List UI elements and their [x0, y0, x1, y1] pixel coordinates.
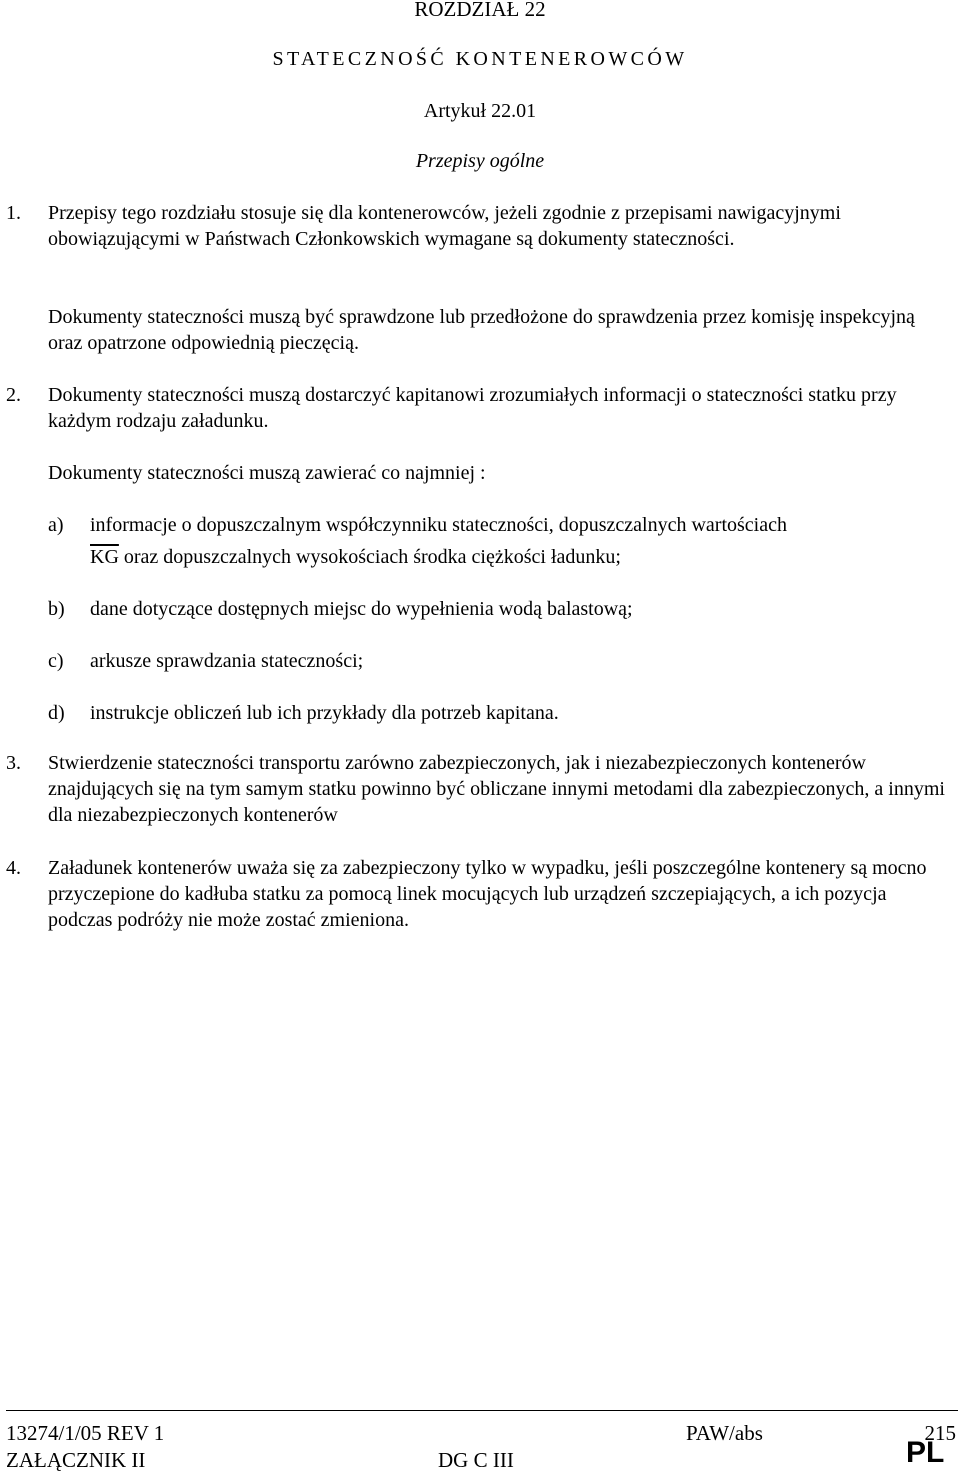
section-number: 4.	[6, 857, 21, 879]
section-text: Stwierdzenie stateczności transportu zarówno zabezpieczonych, jak i niezabezpieczonych kontenerów znajdujących się na tym samym statku powinno być obliczane innymi metodami dla zabezpieczonych, a innymi dla niezabezpieczonych kontenerów	[48, 752, 945, 826]
footer-divider	[6, 1410, 958, 1411]
list-item: arkusze sprawdzania stateczności;	[90, 650, 364, 672]
section-number: 1.	[6, 202, 21, 224]
annex-label: ZAŁĄCZNIK II	[6, 1448, 146, 1472]
chapter-title: STATECZNOŚĆ KONTENEROWCÓW	[272, 48, 688, 70]
list-item: dane dotyczące dostępnych miejsc do wypełnienia wodą balastową;	[90, 598, 633, 620]
list-item-text: oraz dopuszczalnych wysokościach środka ciężkości ładunku;	[118, 546, 621, 568]
list-item-label: c)	[48, 650, 64, 672]
chapter-heading: ROZDZIAŁ 22	[414, 0, 546, 21]
author-initials: PAW/abs	[686, 1421, 763, 1445]
list-item: instrukcje obliczeń lub ich przykłady dla potrzeb kapitana.	[90, 702, 559, 724]
section-text: Załadunek kontenerów uważa się za zabezpieczony tylko w wypadku, jeśli poszczególne kontenery są mocno przyczepione do kadłuba statku za pomocą linek mocujących lub urządzeń szczepiających, a ich pozycja podczas podróży nie może zostać zmieniona.	[48, 857, 927, 931]
page-number: 215	[924, 1421, 956, 1445]
list-item	[90, 512, 950, 570]
section-continuation: Dokumenty stateczności muszą zawierać co najmniej :	[48, 462, 486, 484]
list-item-label: a)	[48, 514, 64, 536]
list-item-label: b)	[48, 598, 65, 620]
article-subheading: Przepisy ogólne	[415, 150, 545, 172]
list-item-text: informacje o dopuszczalnym współczynniku stateczności, dopuszczalnych wartościach	[90, 514, 787, 536]
language-code: PL	[906, 1436, 945, 1469]
section-text: Przepisy tego rozdziału stosuje się dla kontenerowców, jeżeli zgodnie z przepisami nawigacyjnymi obowiązującymi w Państwach Członkowskich wymagane są dokumenty stateczności.	[48, 202, 841, 250]
doc-reference: 13274/1/05 REV 1	[6, 1421, 165, 1445]
section-number: 2.	[6, 384, 21, 406]
dg-label: DG C III	[438, 1448, 514, 1472]
section-text: Dokumenty stateczności muszą dostarczyć kapitanowi zrozumiałych informacji o stateczności statku przy każdym rodzaju załadunku.	[48, 384, 897, 432]
kg-symbol: $\overline{KG}$	[90, 546, 119, 568]
section-continuation: Dokumenty stateczności muszą być sprawdzone lub przedłożone do sprawdzenia przez komisję inspekcyjną oraz opatrzone odpowiednią pieczęcią.	[48, 306, 915, 354]
section-number: 3.	[6, 752, 21, 774]
list-item-label: d)	[48, 702, 65, 724]
article-heading: Artykuł 22.01	[423, 100, 537, 122]
